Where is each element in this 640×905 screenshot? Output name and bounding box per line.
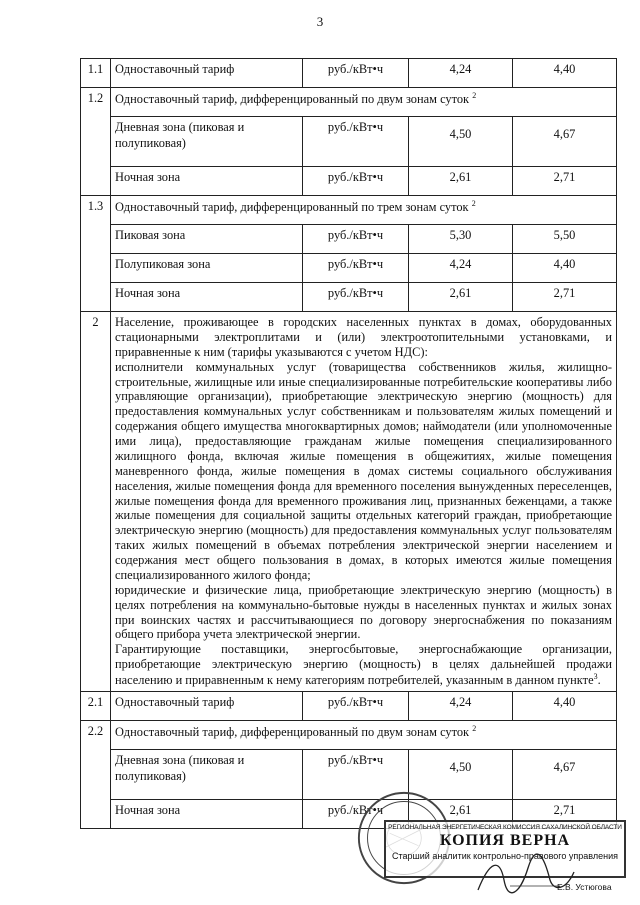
tariff-unit: руб./кВт•ч xyxy=(303,254,409,283)
tariff-value-1: 4,24 xyxy=(409,59,513,88)
description-paragraph: юридические и физические лица, приобретающие электрическую энергию (мощность) в целях потребления на коммунально-бытовые нужды в населенных пунктах и жилых зонах при воинских частях и рассчитывающиеся по договору энергоснабжения по показаниям общего прибора учета электрической энергии. xyxy=(115,582,612,642)
row-number: 2.1 xyxy=(81,692,111,721)
tariff-unit: руб./кВт•ч xyxy=(303,692,409,721)
tariff-name: Ночная зона xyxy=(111,800,303,829)
footnote-mark: 2 xyxy=(472,724,477,733)
tariff-value-2: 4,67 xyxy=(513,750,617,800)
tariff-unit: руб./кВт•ч xyxy=(303,59,409,88)
tariff-value-1: 4,50 xyxy=(409,750,513,800)
page-number: 3 xyxy=(316,14,324,29)
category-description xyxy=(111,312,617,692)
table-row xyxy=(81,312,617,692)
tariff-name: Одноставочный тариф xyxy=(111,692,303,721)
table-row xyxy=(81,254,617,283)
stamp-title: КОПИЯ ВЕРНА xyxy=(439,832,571,849)
row-number: 1.1 xyxy=(81,59,111,88)
table-row xyxy=(81,196,617,225)
table-row xyxy=(81,88,617,117)
tariff-value-2: 2,71 xyxy=(513,800,617,829)
signer-name: Е.В. Устюгова xyxy=(557,882,612,892)
tariff-name: Пиковая зона xyxy=(111,225,303,254)
tariff-name: Одноставочный тариф xyxy=(111,59,303,88)
tariff-unit: руб./кВт•ч xyxy=(303,167,409,196)
footnote-mark: 2 xyxy=(471,199,476,208)
tariff-value-2: 4,40 xyxy=(513,59,617,88)
tariff-name: Дневная зона (пиковая и полупиковая) xyxy=(111,750,303,800)
tariff-table xyxy=(80,58,617,829)
table-row xyxy=(81,225,617,254)
row-number: 2.2 xyxy=(81,721,111,829)
row-number: 1.2 xyxy=(81,88,111,196)
footnote-mark: 2 xyxy=(472,91,477,100)
tariff-value-1: 2,61 xyxy=(409,283,513,312)
tariff-value-1: 4,24 xyxy=(409,254,513,283)
description-paragraph: исполнители коммунальных услуг (товарищества собственников жилья, жилищно-строительные, жилищные или иные специализированные потребительские кооперативы либо управляющие организации), приобретающие электрическую энергию (мощность) для предоставления коммунальных услуг собственникам и пользователям жилых помещений и содержания общего имущества многоквартирных домов; наймодатели (или уполномоченные ими лица), предоставляющие гражданам жилые помещения специализированного жилищного фонда, включая жилые помещения в общежитиях, жилые помещения маневренного фонда, жилые помещения в домах системы социального обслуживания населения, жилые помещения фонда для временного поселения вынужденных переселенцев, жилые помещения фонда для временного проживания лиц, признанных беженцами, а также жилые помещения для социальной защиты отдельных категорий граждан, приобретающие электрическую энергию (мощность) для предоставления коммунальных услуг пользователям таких жилых помещений в объемах потребления электрической энергии населением и содержания мест общего пользования в домах, в которых имеются жилые помещения специализированного жилого фонда; xyxy=(115,359,612,582)
section-title: Одноставочный тариф, дифференцированный по трем зонам суток $^2$ xyxy=(111,196,617,225)
tariff-name: Ночная зона xyxy=(111,167,303,196)
description-paragraph: Население, проживающее в городских населенных пунктах в домах, оборудованных стационарными электроплитами и (или) электроотопительными установками, и приравненные к ним (тарифы указываются с учетом НДС): xyxy=(115,315,612,359)
tariff-unit: руб./кВт•ч xyxy=(303,225,409,254)
tariff-unit: руб./кВт•ч xyxy=(303,283,409,312)
footnote-mark: 3 xyxy=(593,672,598,681)
section-title: Одноставочный тариф, дифференцированный по двум зонам суток $^2$ xyxy=(111,721,617,750)
tariff-name: Дневная зона (пиковая и полупиковая) xyxy=(111,117,303,167)
tariff-value-2: 4,67 xyxy=(513,117,617,167)
table-row xyxy=(81,59,617,88)
tariff-value-2: 2,71 xyxy=(513,283,617,312)
tariff-value-1: 2,61 xyxy=(409,167,513,196)
table-row xyxy=(81,750,617,800)
tariff-value-1: 2,61 xyxy=(409,800,513,829)
section-title: Одноставочный тариф, дифференцированный по двум зонам суток $^2$ xyxy=(111,88,617,117)
tariff-name: Ночная зона xyxy=(111,283,303,312)
row-number: 2 xyxy=(81,312,111,692)
table-row xyxy=(81,283,617,312)
tariff-value-2: 5,50 xyxy=(513,225,617,254)
table-row xyxy=(81,117,617,167)
table-row xyxy=(81,721,617,750)
tariff-unit: руб./кВт•ч xyxy=(303,750,409,800)
tariff-unit: руб./кВт•ч xyxy=(303,800,409,829)
tariff-value-1: 4,50 xyxy=(409,117,513,167)
row-number: 1.3 xyxy=(81,196,111,312)
stamp-position: Старший аналитик контрольно-правового управления xyxy=(392,851,618,861)
tariff-value-1: 4,24 xyxy=(409,692,513,721)
tariff-unit: руб./кВт•ч xyxy=(303,117,409,167)
description-paragraph: Гарантирующие поставщики, энергосбытовые, энергоснабжающие организации, приобретающие электрическую энергию (мощность) в целях дальнейшей продажи населению и приравненным к нему категориям потребителей, указанным в данном пункте$^3$. xyxy=(115,642,612,688)
stamp-organization: РЕГИОНАЛЬНАЯ ЭНЕРГЕТИЧЕСКАЯ КОМИССИЯ САХАЛИНСКОЙ ОБЛАСТИ xyxy=(388,824,622,831)
tariff-value-1: 5,30 xyxy=(409,225,513,254)
table-row xyxy=(81,692,617,721)
tariff-value-2: 2,71 xyxy=(513,167,617,196)
tariff-name: Полупиковая зона xyxy=(111,254,303,283)
tariff-value-2: 4,40 xyxy=(513,254,617,283)
tariff-value-2: 4,40 xyxy=(513,692,617,721)
table-row xyxy=(81,167,617,196)
